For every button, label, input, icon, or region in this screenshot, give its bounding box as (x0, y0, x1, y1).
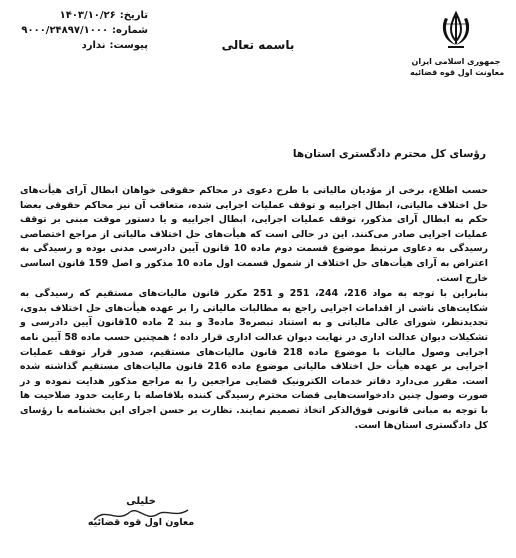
emblem-caption-line-1: جمهوری اسلامی ایران (411, 57, 501, 66)
bismillah-heading: باسمه تعالی (221, 38, 295, 52)
body-paragraph: بنابراین با توجه به مواد 216، 244، 251 و 251 مکرر قانون مالیات‌های مستقیم که رسیدگی به شکایت‌های ناشی از اقدامات اجرایی راجع به مطالبات مالیاتی را بر عهده هیأت‌های حل اختلاف بدوی، تجدیدنظر، شورای عالی مالیاتی و به استناد تبصره‌3 ماده‌3 و بند 2 ماده 10قانون آیین دادرسی و تشکیلات دیوان عدالت اداری در نهایت دیوان عدالت اداری قرار داده ؛ همچنین حسب ماده 58 آیین نامه اجرایی وصول مالیات با موضوع ماده 218 قانون مالیات‌های مستقیم، صدور قرار توقف عملیات اجرایی بر عهده هیأت حل اختلاف مالیاتی موضوع ماده 216 قانون مالیات‌های مستقیم گذاشته شده است. مقرر می‌دارد دفاتر خدمات الکترونیک قضایی مراجعین را به مراجع مذکور هدایت نموده و در صورت وصول چنین دادخواست‌هایی قضات محترم رسیدگی کننده بلافاصله با رعایت حدود صلاحیت ها با توجه به مبانی قانونی فوق‌الذکر اتخاذ تصمیم نمایند. نظارت بر حسن اجرای این بخشنامه با رؤسای کل دادگستری استان‌ها است. (20, 288, 489, 431)
date-label: تاریخ: (119, 10, 148, 21)
attachment-row (8, 38, 148, 53)
date-value: ۱۴۰۳/۱۰/۲۶ (59, 10, 116, 21)
body-paragraph: حسب اطلاع، برخی از مؤدیان مالیاتی با طرح دعوی در محاکم حقوقی خواهان ابطال آرای هیأت‌های حل اختلاف مالیاتی، ابطال اجراییه و توقف عملیات اجرایی شده، متعاقب آن نیز محاکم حقوقی بعضا حکم به ابطال آرای مذکور، توقف عملیات اجرایی، ابطال اجراییه و یا دستور موقت مبنی بر توقف عملیات اجرایی صادر می‌کنند. این در حالی است که هیأت‌های حل اختلاف مالیاتی از مراجع اختصاصی رسیدگی به دعاوی مرتبط موضوع قسمت دوم ماده 10 قانون آیین دادرسی مدنی بوده و رسیدگی به اعتراض به آرای هیأت‌های حل اختلاف از شمول قسمت اول ماده 10 مذکور و اصل 159 قانون اساسی خارج است. (20, 185, 488, 284)
date-row (8, 8, 148, 23)
number-value: ۹۰۰۰/۲۴۸۹۷/۱۰۰۰ (21, 25, 109, 36)
attachment-value: ندارد (81, 40, 106, 51)
number-label: شماره: (112, 25, 148, 36)
attachment-label: پیوست: (109, 40, 148, 51)
number-row (8, 23, 148, 38)
signatory-name: خلیلی (126, 496, 156, 507)
letter-body (20, 184, 488, 434)
letter-meta (8, 8, 148, 53)
salutation-line: رؤسای کل محترم دادگستری استان‌ها (292, 148, 486, 160)
emblem-caption-line-2: معاونت اول قوه قضائیه (410, 68, 505, 77)
signature-block (76, 496, 206, 528)
signatory-title: معاون اول قوه قضائیه (87, 517, 195, 528)
